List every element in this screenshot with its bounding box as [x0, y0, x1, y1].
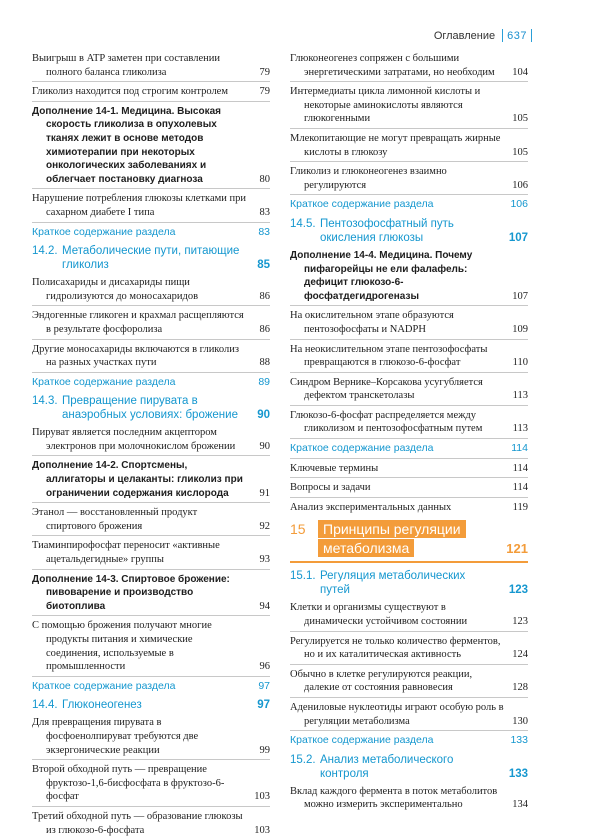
entry-divider — [290, 697, 528, 698]
running-header — [434, 29, 532, 42]
toc-column-left — [32, 52, 270, 837]
entry-title: Краткое содержание раздела — [32, 225, 176, 238]
section-page-number: 97 — [257, 699, 270, 712]
entry-title: На неокислительном этапе пентозофосфаты превращаются в глюкозо-6-фосфат — [290, 343, 488, 369]
toc-entry-summary[interactable] — [290, 734, 528, 748]
entry-title: Синдром Вернике–Корсакова усугубляется дефектом транскетолазы — [290, 376, 483, 402]
entry-title: Гликолиз и глюконеогенез взаимно регулируются — [290, 166, 447, 191]
toc-entry-supplement[interactable] — [32, 105, 270, 187]
toc-entry[interactable] — [32, 506, 270, 533]
header-bracket-left — [502, 29, 503, 42]
section-number: 15.1. — [290, 570, 316, 583]
entry-divider — [32, 222, 270, 223]
toc-entry[interactable] — [32, 539, 270, 566]
toc-entry[interactable] — [290, 785, 528, 812]
entry-title: Краткое содержание раздела — [32, 679, 176, 692]
entry-title: Этанол — восстановленный продукт спиртового брожения — [32, 507, 198, 532]
entry-page-number: 113 — [512, 390, 528, 402]
entry-page-number: 79 — [259, 86, 270, 98]
toc-section-heading[interactable] — [290, 217, 528, 245]
toc-entry-summary[interactable] — [290, 198, 528, 212]
entry-divider — [290, 631, 528, 632]
section-number: 15.2. — [290, 753, 316, 766]
entry-divider — [290, 128, 528, 129]
entry-page-number: 105 — [512, 146, 528, 158]
entry-page-number: 133 — [510, 734, 528, 747]
chapter-title: Принципы регуляции метаболизма — [318, 520, 466, 557]
toc-entry[interactable] — [290, 601, 528, 628]
entry-page-number: 86 — [259, 323, 270, 335]
toc-entry[interactable] — [290, 668, 528, 695]
entry-title: Нарушение потребления глюкозы клетками при сахарном диабете I типа — [32, 193, 246, 218]
entry-page-number: 103 — [254, 824, 270, 836]
entry-page-number: 93 — [259, 554, 270, 566]
entry-divider — [290, 458, 528, 459]
section-title: Превращение пирувата в анаэробных условиях: брожение — [62, 395, 238, 422]
entry-divider — [290, 161, 528, 162]
toc-section-heading[interactable] — [32, 394, 270, 422]
entry-divider — [32, 615, 270, 616]
entry-divider — [290, 372, 528, 373]
chapter-number: 15 — [290, 521, 306, 538]
toc-section-heading[interactable] — [290, 569, 528, 597]
section-title-wrap — [290, 753, 498, 781]
section-title: Анализ метаболического контроля — [320, 753, 454, 780]
entry-page-number: 103 — [254, 791, 270, 803]
header-title: Оглавление — [433, 29, 496, 42]
entry-title: Интермедиаты цикла лимонной кислоты и некоторые аминокислоты являются глюкогенными — [290, 86, 481, 125]
entry-divider — [32, 81, 270, 82]
entry-page-number: 119 — [512, 501, 528, 513]
toc-entry[interactable] — [32, 276, 270, 303]
entry-title: Краткое содержание раздела — [290, 442, 434, 455]
section-title: Регуляция метаболических путей — [320, 570, 466, 597]
entry-page-number: 134 — [512, 799, 528, 811]
entry-page-number: 88 — [259, 357, 270, 369]
entry-divider — [32, 188, 270, 189]
entry-title: Краткое содержание раздела — [32, 375, 176, 388]
entry-page-number: 114 — [512, 462, 528, 474]
entry-title: Анализ экспериментальных данных — [290, 501, 452, 513]
toc-entry[interactable] — [290, 165, 528, 192]
entry-page-number: 105 — [512, 113, 528, 125]
toc-entry[interactable] — [32, 52, 270, 79]
toc-entry-summary[interactable] — [32, 226, 270, 240]
entry-page-number: 109 — [512, 323, 528, 335]
entry-title: Полисахариды и дисахариды пищи гидролизуются до моносахаридов — [32, 277, 199, 302]
entry-title: Регулируется не только количество ферментов, но и их каталитическая активность — [290, 635, 501, 661]
entry-title: Глюконеогенез сопряжен с большими энергетическими затратами, но необходим — [290, 53, 495, 78]
entry-title: Краткое содержание раздела — [290, 734, 434, 747]
entry-page-number: 123 — [512, 616, 528, 628]
toc-entry[interactable] — [290, 85, 528, 126]
entry-title: Гликолиз находится под строгим контролем — [32, 86, 228, 98]
entry-divider — [32, 101, 270, 102]
entry-divider — [290, 497, 528, 498]
toc-entry[interactable] — [32, 192, 270, 219]
toc-entry-summary[interactable] — [290, 442, 528, 456]
toc-entry[interactable] — [290, 52, 528, 79]
toc-entry[interactable] — [32, 810, 270, 837]
toc-entry[interactable] — [290, 309, 528, 336]
entry-page-number: 79 — [259, 66, 270, 78]
entry-divider — [32, 455, 270, 456]
toc-section-heading[interactable] — [290, 753, 528, 781]
section-number: 14.2. — [32, 245, 58, 258]
entry-title: Дополнение 14-2. Спортсмены, аллигаторы и целаканты: гликолиз при ограничении содержания кислорода — [32, 460, 243, 499]
section-number: 14.3. — [32, 395, 58, 408]
toc-entry[interactable] — [290, 376, 528, 403]
entry-title: Клетки и организмы существуют в динамически устойчивом состоянии — [290, 602, 468, 628]
entry-title: Эндогенные гликоген и крахмал расщепляются в результате фосфоролиза — [32, 310, 244, 335]
entry-divider — [32, 569, 270, 570]
entry-title: Глюкозо-6-фосфат распределяется между гликолизом и пентозофосфатным путем — [290, 409, 483, 435]
toc-chapter-heading[interactable] — [290, 520, 528, 563]
section-title-wrap — [290, 217, 498, 245]
toc-column-right — [290, 52, 528, 812]
entry-divider — [290, 194, 528, 195]
entry-page-number: 94 — [259, 600, 270, 612]
entry-page-number: 83 — [258, 225, 270, 238]
entry-page-number: 80 — [259, 173, 270, 185]
entry-title: Третий обходной путь — образование глюкозы из глюкозо-6-фосфата — [32, 810, 243, 836]
entry-divider — [32, 502, 270, 503]
section-title: Пентозофосфатный путь окисления глюкозы — [320, 217, 454, 244]
entry-page-number: 107 — [512, 290, 528, 302]
entry-page-number: 91 — [259, 487, 270, 499]
entry-divider — [32, 339, 270, 340]
entry-divider — [290, 81, 528, 82]
section-page-number: 123 — [508, 584, 528, 597]
toc-entry[interactable] — [32, 309, 270, 336]
entry-title: Дополнение 14-4. Медицина. Почему пифагорейцы не ели фалафель: дефицит глюкозо-6-фосфатдегидрогеназы — [290, 249, 473, 302]
toc-entry[interactable] — [32, 619, 270, 673]
entry-divider — [32, 676, 270, 677]
toc-entry[interactable] — [290, 635, 528, 662]
entry-page-number: 89 — [258, 375, 270, 388]
entry-page-number: 92 — [259, 520, 270, 532]
section-number: 14.5. — [290, 217, 316, 230]
section-page-number: 133 — [508, 767, 528, 780]
entry-page-number: 124 — [512, 649, 528, 661]
section-number: 14.4. — [32, 699, 58, 712]
section-title-wrap — [32, 394, 240, 422]
entry-page-number: 106 — [510, 198, 528, 211]
entry-title: Обычно в клетке регулируются реакции, далекие от состояния равновесия — [290, 668, 473, 694]
entry-title: Для превращения пирувата в фосфоенолпируват требуются две экзергонические реакции — [32, 717, 199, 756]
entry-page-number: 128 — [512, 682, 528, 694]
section-page-number: 90 — [257, 409, 270, 422]
toc-entry[interactable] — [290, 701, 528, 728]
entry-title: Второй обходной путь — превращение фруктозо-1,6-бисфосфата в фруктозо-6-фосфат — [32, 764, 225, 803]
entry-divider — [290, 730, 528, 731]
entry-page-number: 113 — [512, 423, 528, 435]
toc-entry[interactable] — [32, 716, 270, 757]
entry-page-number: 90 — [259, 440, 270, 452]
toc-entry[interactable] — [32, 426, 270, 453]
entry-page-number: 104 — [512, 66, 528, 78]
entry-divider — [290, 664, 528, 665]
entry-title: Млекопитающие не могут превращать жирные кислоты в глюкозу — [290, 132, 501, 158]
entry-title: Дополнение 14-3. Спиртовое брожение: пивоварение и производство биотоплива — [32, 573, 230, 612]
entry-title: Тиаминпирофосфат переносит «активные ацетальдегидные» группы — [32, 540, 220, 566]
entry-divider — [32, 305, 270, 306]
entry-page-number: 83 — [259, 206, 270, 218]
toc-entry-summary[interactable] — [32, 680, 270, 694]
toc-entry-summary[interactable] — [32, 376, 270, 390]
section-page-number: 107 — [508, 231, 528, 244]
toc-entry-supplement[interactable] — [290, 249, 528, 303]
entry-page-number: 106 — [512, 179, 528, 191]
toc-entry-supplement[interactable] — [32, 459, 270, 500]
toc-section-heading[interactable] — [32, 698, 270, 712]
section-title: Глюконеогенез — [62, 699, 142, 712]
toc-entry[interactable] — [290, 481, 528, 495]
header-bracket-right — [531, 29, 532, 42]
toc-entry[interactable] — [290, 409, 528, 436]
entry-title: Ключевые термины — [290, 462, 379, 474]
entry-page-number: 114 — [512, 482, 528, 494]
toc-entry[interactable] — [32, 763, 270, 804]
entry-divider — [290, 477, 528, 478]
entry-page-number: 114 — [511, 442, 528, 455]
toc-entry-supplement[interactable] — [32, 573, 270, 614]
toc-entry[interactable] — [290, 343, 528, 370]
toc-entry[interactable] — [290, 132, 528, 159]
entry-title: Вопросы и задачи — [290, 482, 371, 494]
chapter-title-wrap — [318, 520, 496, 558]
chapter-page-number: 121 — [506, 541, 528, 557]
section-title-wrap — [32, 244, 240, 272]
entry-title: Выигрыш в ATP заметен при составлении полного баланса гликолиза — [32, 53, 220, 78]
entry-title: Пируват является последним акцептором электронов при молочнокислом брожении — [32, 427, 236, 452]
entry-divider — [290, 339, 528, 340]
entry-divider — [290, 438, 528, 439]
entry-title: Другие моносахариды включаются в гликолиз на разных участках пути — [32, 343, 239, 369]
entry-title: Краткое содержание раздела — [290, 198, 434, 211]
entry-page-number: 99 — [259, 744, 270, 756]
section-title: Метаболические пути, питающие гликолиз — [62, 245, 240, 272]
toc-entry[interactable] — [32, 343, 270, 370]
entry-divider — [32, 372, 270, 373]
entry-page-number: 86 — [259, 290, 270, 302]
toc-entry[interactable] — [290, 462, 528, 476]
entry-page-number: 130 — [512, 715, 528, 727]
toc-entry[interactable] — [32, 85, 270, 99]
entry-title: С помощью брожения получают многие продукты питания и химические соединения, используемые в промышленности — [32, 620, 212, 673]
toc-entry[interactable] — [290, 501, 528, 515]
entry-divider — [32, 535, 270, 536]
toc-section-heading[interactable] — [32, 244, 270, 272]
entry-divider — [290, 405, 528, 406]
section-title-wrap — [32, 698, 240, 712]
header-page-number: 637 — [507, 29, 527, 42]
entry-page-number: 97 — [258, 679, 270, 692]
entry-divider — [32, 759, 270, 760]
entry-title: Вклад каждого фермента в поток метаболитов можно измерить экспериментально — [290, 785, 498, 811]
entry-title: Дополнение 14-1. Медицина. Высокая скорость гликолиза в опухолевых тканях лежит в основе методов химиотерапии при некоторых онкологических заболеваниях и облегчает постановку диагноза — [32, 105, 221, 185]
section-page-number: 85 — [257, 259, 270, 272]
entry-page-number: 96 — [259, 661, 270, 673]
entry-divider — [32, 806, 270, 807]
entry-divider — [290, 305, 528, 306]
section-title-wrap — [290, 569, 498, 597]
entry-title: Адениловые нуклеотиды играют особую роль в регуляции метаболизма — [290, 702, 504, 727]
entry-title: На окислительном этапе образуются пентозофосфаты и NADPH — [290, 310, 454, 335]
entry-page-number: 110 — [512, 357, 528, 369]
